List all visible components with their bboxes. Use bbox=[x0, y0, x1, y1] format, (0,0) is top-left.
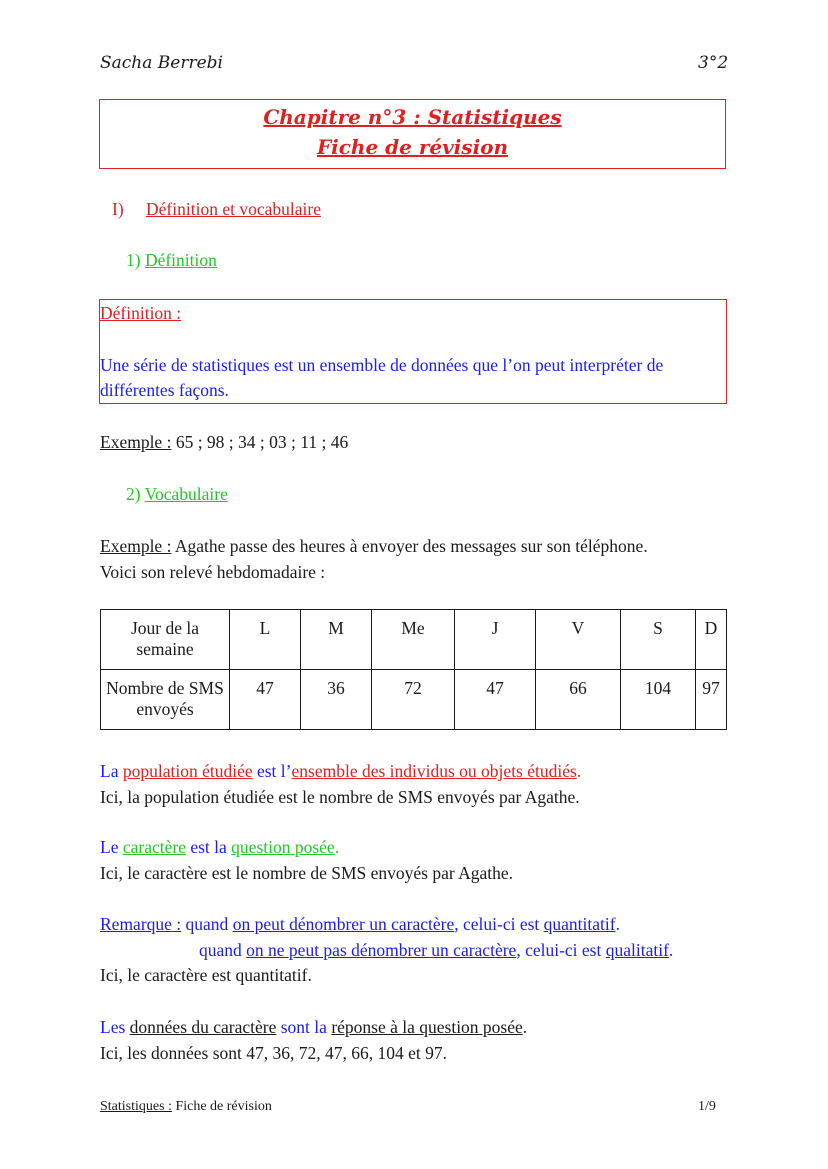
text-fragment: sont la bbox=[276, 1017, 332, 1037]
subsection-title: Définition bbox=[144, 250, 217, 270]
table-row bbox=[101, 610, 727, 670]
day-cell: S bbox=[621, 610, 696, 670]
donnees-term: données du caractère bbox=[129, 1017, 277, 1037]
definition-text-2: différentes façons. bbox=[100, 380, 229, 400]
text-fragment: quand bbox=[199, 940, 247, 960]
count-cell: 47 bbox=[455, 670, 536, 730]
section-title: Définition et vocabulaire bbox=[146, 199, 321, 219]
population-def: ensemble des individus ou objets étudiés bbox=[291, 761, 577, 781]
footer-text: Fiche de révision bbox=[171, 1099, 272, 1114]
example-2-line-2: Voici son relevé hebdomadaire : bbox=[100, 562, 326, 582]
text-fragment: . bbox=[334, 837, 340, 857]
subsection-heading-2 bbox=[126, 484, 228, 505]
caractere-definition bbox=[100, 837, 339, 858]
text-fragment: quand bbox=[181, 914, 233, 934]
donnees-example: Ici, les données sont 47, 36, 72, 47, 66, 104 et 97. bbox=[100, 1043, 448, 1063]
caractere-def: question posée bbox=[231, 837, 335, 857]
day-cell: L bbox=[230, 610, 301, 670]
chapter-title: Chapitre n°3 : Statistiques bbox=[263, 105, 562, 129]
donnees-def: réponse à la question posée bbox=[331, 1017, 523, 1037]
section-heading bbox=[112, 199, 321, 220]
text-fragment: . bbox=[576, 761, 582, 781]
example-1 bbox=[100, 432, 348, 453]
text-fragment: . bbox=[522, 1017, 528, 1037]
footer-left bbox=[100, 1099, 272, 1115]
subsection-heading-1 bbox=[126, 250, 217, 271]
text-fragment: est la bbox=[185, 837, 232, 857]
remarque-line-1 bbox=[100, 914, 620, 935]
text-fragment: . bbox=[668, 940, 674, 960]
day-cell: M bbox=[301, 610, 372, 670]
donnees-definition bbox=[100, 1017, 527, 1038]
sheet-subtitle: Fiche de révision bbox=[316, 135, 509, 159]
count-cell: 72 bbox=[372, 670, 455, 730]
text-fragment: Le bbox=[100, 837, 123, 857]
example-text: Agathe passe des heures à envoyer des messages sur son téléphone. bbox=[171, 536, 648, 556]
caractere-term: caractère bbox=[122, 837, 186, 857]
remarque-line-2 bbox=[199, 940, 673, 961]
definition-text-1: Une série de statistiques est un ensemble de données que l’on peut interpréter de bbox=[100, 355, 664, 375]
remarque-example: Ici, le caractère est quantitatif. bbox=[100, 965, 312, 985]
day-cell: V bbox=[536, 610, 621, 670]
definition-label: Définition : bbox=[100, 303, 182, 323]
population-term: population étudiée bbox=[122, 761, 253, 781]
text-fragment: Les bbox=[100, 1017, 130, 1037]
text-fragment: . bbox=[615, 914, 620, 934]
table-header-cell: Nombre de SMS envoyés bbox=[101, 670, 230, 730]
subsection-title: Vocabulaire bbox=[144, 484, 228, 504]
footer-label: Statistiques : bbox=[100, 1099, 172, 1114]
count-cell: 66 bbox=[536, 670, 621, 730]
text-fragment: La bbox=[100, 761, 123, 781]
section-number: I) bbox=[112, 199, 124, 219]
text-fragment: qualitatif bbox=[605, 940, 669, 960]
example-label: Exemple : bbox=[100, 432, 172, 452]
table-row bbox=[101, 670, 727, 730]
caractere-example: Ici, le caractère est le nombre de SMS envoyés par Agathe. bbox=[100, 863, 514, 883]
sms-table bbox=[100, 609, 727, 730]
text-fragment: on peut dénombrer un caractère bbox=[232, 914, 455, 934]
table-header-cell: Jour de la semaine bbox=[101, 610, 230, 670]
count-cell: 36 bbox=[301, 670, 372, 730]
text-fragment: , celui-ci est bbox=[516, 940, 606, 960]
definition-box bbox=[99, 299, 727, 404]
count-cell: 104 bbox=[621, 670, 696, 730]
subsection-number: 2) bbox=[126, 484, 141, 504]
title-box bbox=[99, 99, 726, 169]
author-name: Sacha Berrebi bbox=[100, 53, 223, 73]
text-fragment: quantitatif bbox=[543, 914, 616, 934]
count-cell: 97 bbox=[696, 670, 727, 730]
count-cell: 47 bbox=[230, 670, 301, 730]
page-number: 1/9 bbox=[698, 1099, 716, 1114]
example-2-line-1 bbox=[100, 536, 648, 557]
subsection-number: 1) bbox=[126, 250, 141, 270]
text-fragment: , celui-ci est bbox=[454, 914, 544, 934]
class-label: 3°2 bbox=[698, 53, 729, 73]
remarque-label: Remarque : bbox=[100, 914, 182, 934]
text-fragment: on ne peut pas dénombrer un caractère bbox=[246, 940, 517, 960]
example-label: Exemple : bbox=[100, 536, 172, 556]
text-fragment: est l’ bbox=[252, 761, 292, 781]
day-cell: D bbox=[696, 610, 727, 670]
population-definition bbox=[100, 761, 581, 782]
day-cell: J bbox=[455, 610, 536, 670]
day-cell: Me bbox=[372, 610, 455, 670]
population-example: Ici, la population étudiée est le nombre de SMS envoyés par Agathe. bbox=[100, 787, 580, 807]
example-values: 65 ; 98 ; 34 ; 03 ; 11 ; 46 bbox=[171, 432, 349, 452]
